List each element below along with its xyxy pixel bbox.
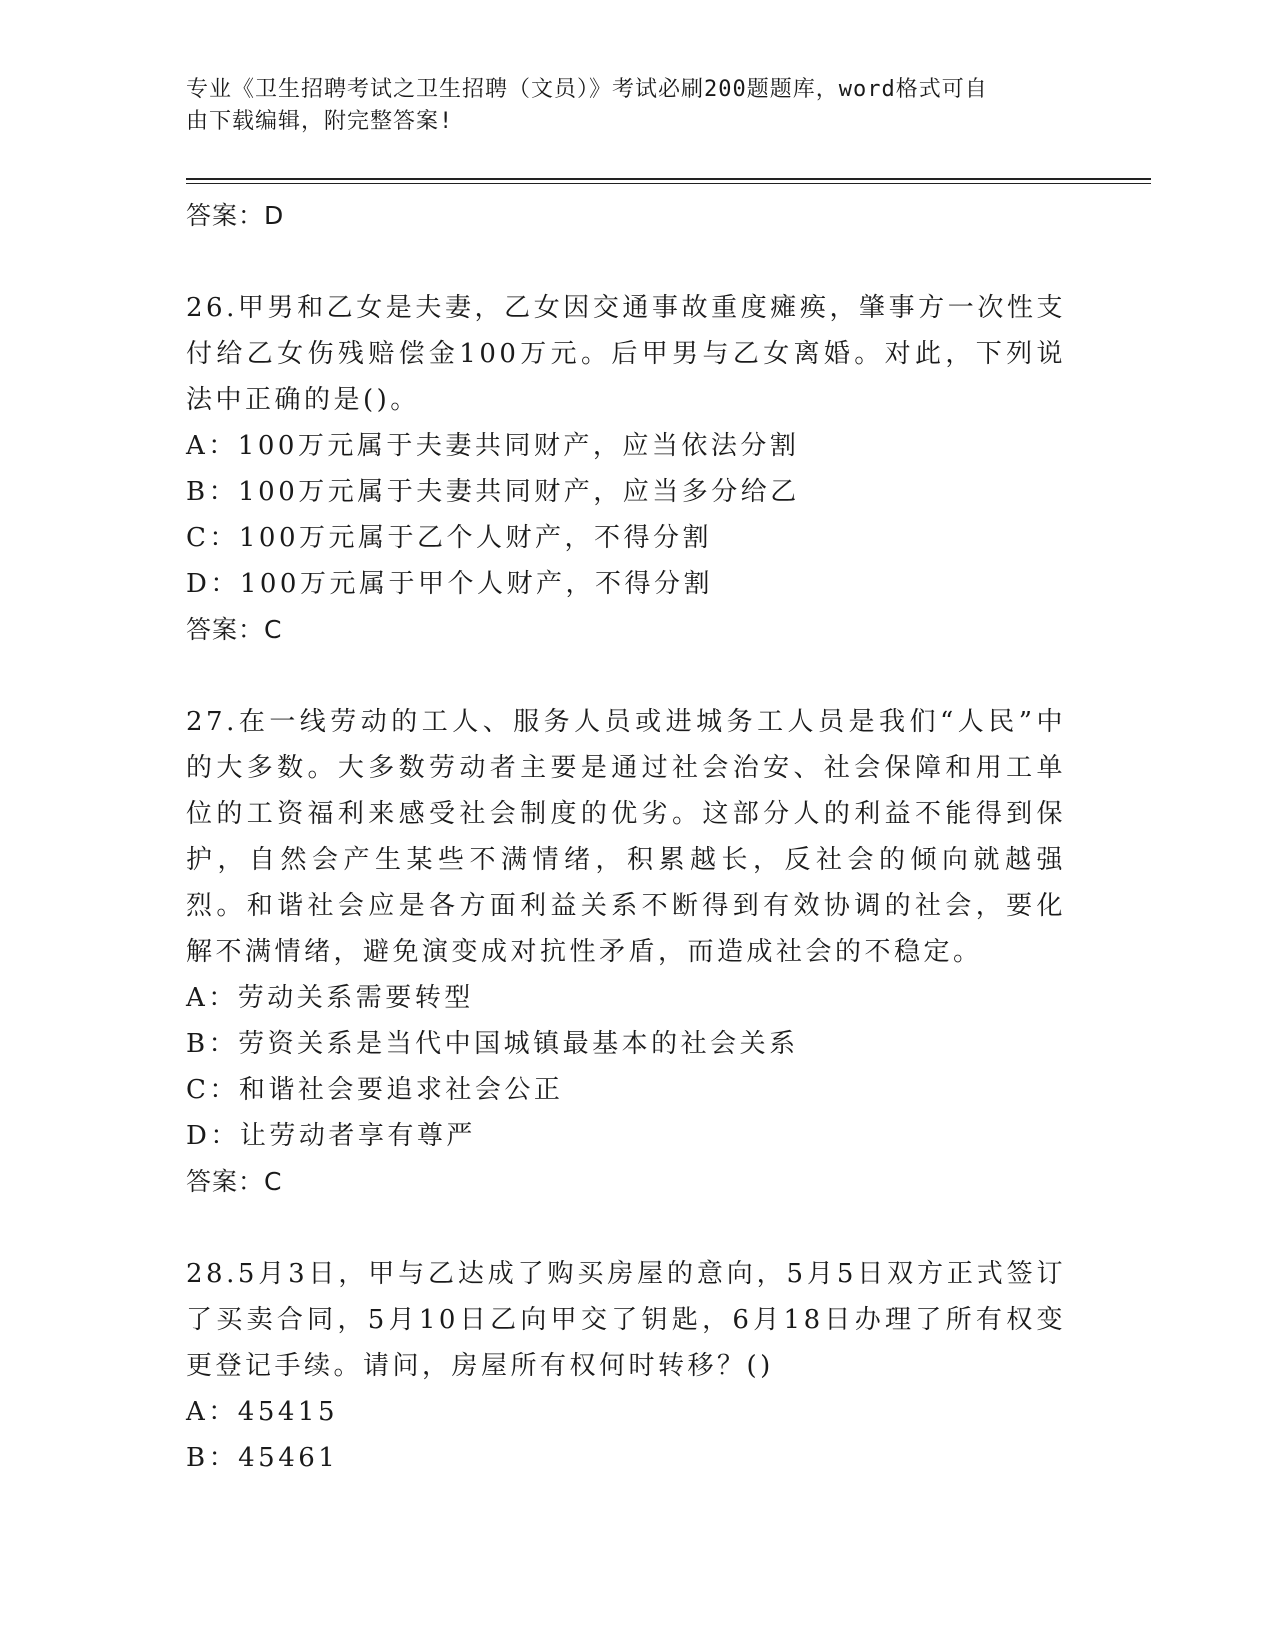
question-answer: 答案：C (186, 1167, 283, 1196)
header-divider-thick (186, 178, 1151, 180)
option-c: C：100万元属于乙个人财产，不得分割 (186, 523, 713, 553)
option-a: A：100万元属于夫妻共同财产，应当依法分割 (186, 431, 800, 461)
header-line-2: 由下载编辑，附完整答案! (186, 109, 454, 134)
question-answer: 答案：C (186, 615, 283, 644)
question-stem: 27.在一线劳动的工人、服务人员或进城务工人员是我们“人民”中的大多数。大多数劳动者主要是通过社会治安、社会保障和用工单位的工资福利来感受社会制度的优劣。这部分人的利益不能得到保护，自然会产生某些不满情绪，积累越长，反社会的倾向就越强烈。和谐社会应是各方面利益关系不断得到有效协调的社会，要化解不满情绪，避免演变成对抗性矛盾，而造成社会的不稳定。 (186, 707, 1066, 967)
option-c: C：和谐社会要追求社会公正 (186, 1075, 564, 1105)
question-stem: 28.5月3日，甲与乙达成了购买房屋的意向，5月5日双方正式签订了买卖合同，5月10日乙向甲交了钥匙，6月18日办理了所有权变更登记手续。请问，房屋所有权何时转移？() (186, 1259, 1066, 1381)
option-a: A：劳动关系需要转型 (186, 983, 474, 1013)
option-d: D：让劳动者享有尊严 (186, 1121, 476, 1151)
option-b: B：劳资关系是当代中国城镇最基本的社会关系 (186, 1029, 799, 1059)
header-line-1: 专业《卫生招聘考试之卫生招聘（文员）》考试必刷200题题库，word格式可自 (186, 77, 988, 102)
question-28 (186, 1251, 1066, 1481)
question-stem: 26.甲男和乙女是夫妻，乙女因交通事故重度瘫痪，肇事方一次性支付给乙女伤残赔偿金100万元。后甲男与乙女离婚。对此，下列说法中正确的是()。 (186, 293, 1066, 415)
option-b: B：45461 (186, 1443, 339, 1473)
document-body (186, 193, 1066, 1481)
question-27 (186, 699, 1066, 1205)
question-26 (186, 285, 1066, 653)
header-divider-thin (186, 183, 1151, 184)
option-d: D：100万元属于甲个人财产，不得分割 (186, 569, 713, 599)
document-header (186, 74, 1066, 138)
option-a: A：45415 (186, 1397, 338, 1427)
previous-answer: 答案：D (186, 201, 285, 230)
option-b: B：100万元属于夫妻共同财产，应当多分给乙 (186, 477, 800, 507)
